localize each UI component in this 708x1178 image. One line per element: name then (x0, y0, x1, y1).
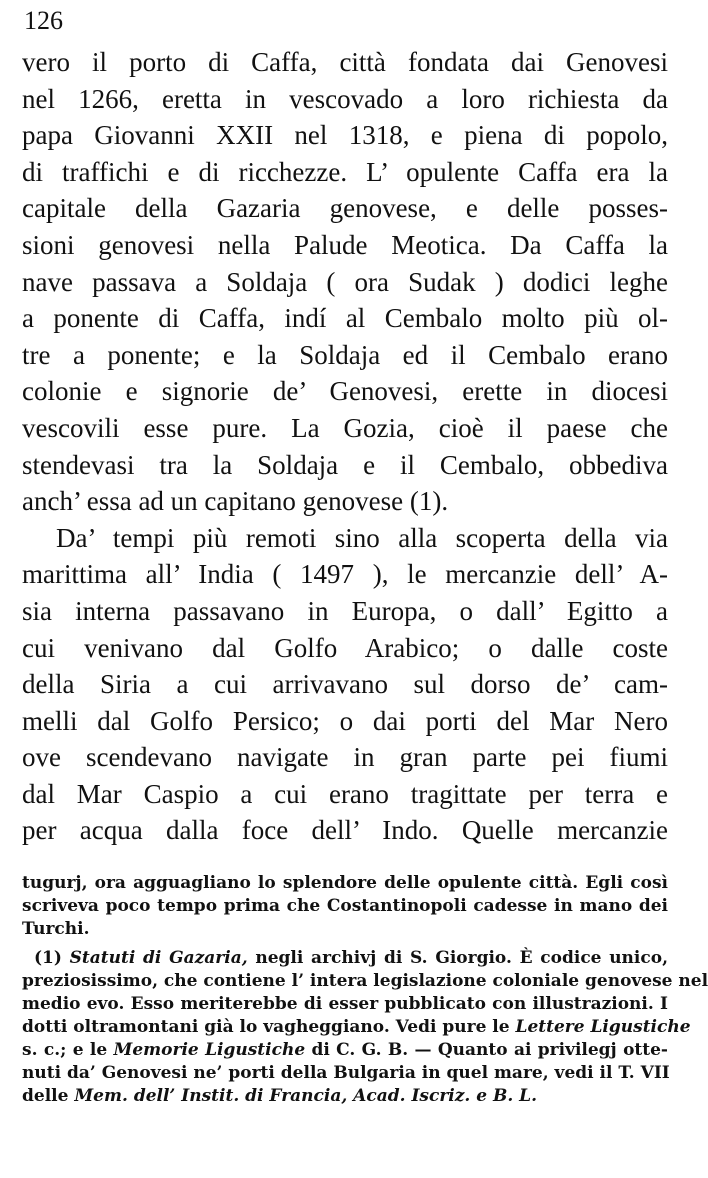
text-line: Da’ tempi più remoti sino alla scoperta della via (56, 522, 668, 553)
text-line: anch’ essa ad un capitano genovese (1). (22, 486, 449, 517)
footnote-text: negli archivj di S. Giorgio. È codice unico, (247, 948, 668, 968)
text-line: dal Mar Caspio a cui erano tragittate per terra e (22, 778, 668, 809)
footnote-line: preziosissimo, che contiene l’ intera legislazione coloniale genovese nel (22, 971, 708, 991)
text-line: colonie e signorie de’ Genovesi, erette in diocesi (22, 376, 668, 407)
footnote-line (22, 1039, 668, 1062)
footnote-text: s. c.; e le (22, 1040, 114, 1060)
text-line: per acqua dalla foce dell’ Indo. Quelle mercanzie (22, 815, 668, 846)
paragraph-2 (22, 520, 668, 849)
footnote-line (22, 947, 668, 970)
footnote-line: medio evo. Esso meriterebbe di esser pubblicato con illustrazioni. I (22, 994, 668, 1014)
footnote-line (22, 1085, 668, 1108)
text-line: vescovili esse pure. La Gozia, cioè il paese che (22, 412, 668, 443)
footnote-title-italic: Statuti di Gazaria, (69, 948, 248, 968)
text-line: della Siria a cui arrivavano sul dorso de’ cam- (22, 669, 668, 700)
footnote-line: scriveva poco tempo prima che Costantinopoli cadesse in mano dei (22, 896, 668, 916)
footnote-title-italic: Lettere Ligustiche (515, 1017, 691, 1037)
text-line: papa Giovanni XXII nel 1318, e piena di popolo, (22, 120, 668, 151)
text-line: a ponente di Caffa, indí al Cembalo molto più ol- (22, 303, 668, 334)
footnote-title-italic: Memorie Ligustiche (113, 1040, 306, 1060)
footnote-text: di C. G. B. — Quanto ai privilegj otte- (305, 1040, 668, 1060)
footnote-text: delle (22, 1086, 75, 1106)
footnote-continued (22, 872, 668, 941)
text-line: cui venivano dal Golfo Arabico; o dalle coste (22, 632, 668, 663)
text-line: stendevasi tra la Soldaja e il Cembalo, obbediva (22, 449, 668, 480)
footnote-line (22, 1016, 691, 1039)
main-text (22, 44, 668, 849)
footnote-text: dotti oltramontani già lo vagheggiano. Vedi pure le (22, 1017, 516, 1037)
page-number: 126 (24, 6, 63, 35)
text-line: marittima all’ India ( 1497 ), le mercanzie dell’ A- (22, 559, 668, 590)
text-line: tre a ponente; e la Soldaja ed il Cembalo erano (22, 339, 668, 370)
text-line: sioni genovesi nella Palude Meotica. Da Caffa la (22, 229, 668, 260)
text-line: sia interna passavano in Europa, o dall’ Egitto a (22, 595, 668, 626)
text-line: nel 1266, eretta in vescovado a loro richiesta da (22, 83, 668, 114)
footnotes (22, 872, 708, 1108)
footnote-marker: (1) (34, 948, 62, 968)
text-line: melli dal Golfo Persico; o dai porti del Mar Nero (22, 705, 668, 736)
footnote-line: nuti da’ Genovesi ne’ porti della Bulgaria in quel mare, vedi il T. VII (22, 1063, 670, 1083)
footnote-line: Turchi. (22, 919, 90, 939)
text-line: nave passava a Soldaja ( ora Sudak ) dodici leghe (22, 266, 668, 297)
text-line: vero il porto di Caffa, città fondata dai Genovesi (22, 47, 668, 77)
paragraph-1 (22, 44, 668, 520)
text-line: ove scendevano navigate in gran parte pei fiumi (22, 742, 668, 773)
footnote-line: tugurj, ora agguagliano lo splendore delle opulente città. Egli così (22, 873, 668, 893)
footnote-1 (22, 947, 708, 1108)
text-line: di traffichi e di ricchezze. L’ opulente Caffa era la (22, 156, 668, 187)
text-line: capitale della Gazaria genovese, e delle posses- (22, 193, 668, 224)
footnote-title-italic: Mem. dell’ Instit. di Francia, Acad. Iscriz. e B. L. (74, 1086, 538, 1106)
